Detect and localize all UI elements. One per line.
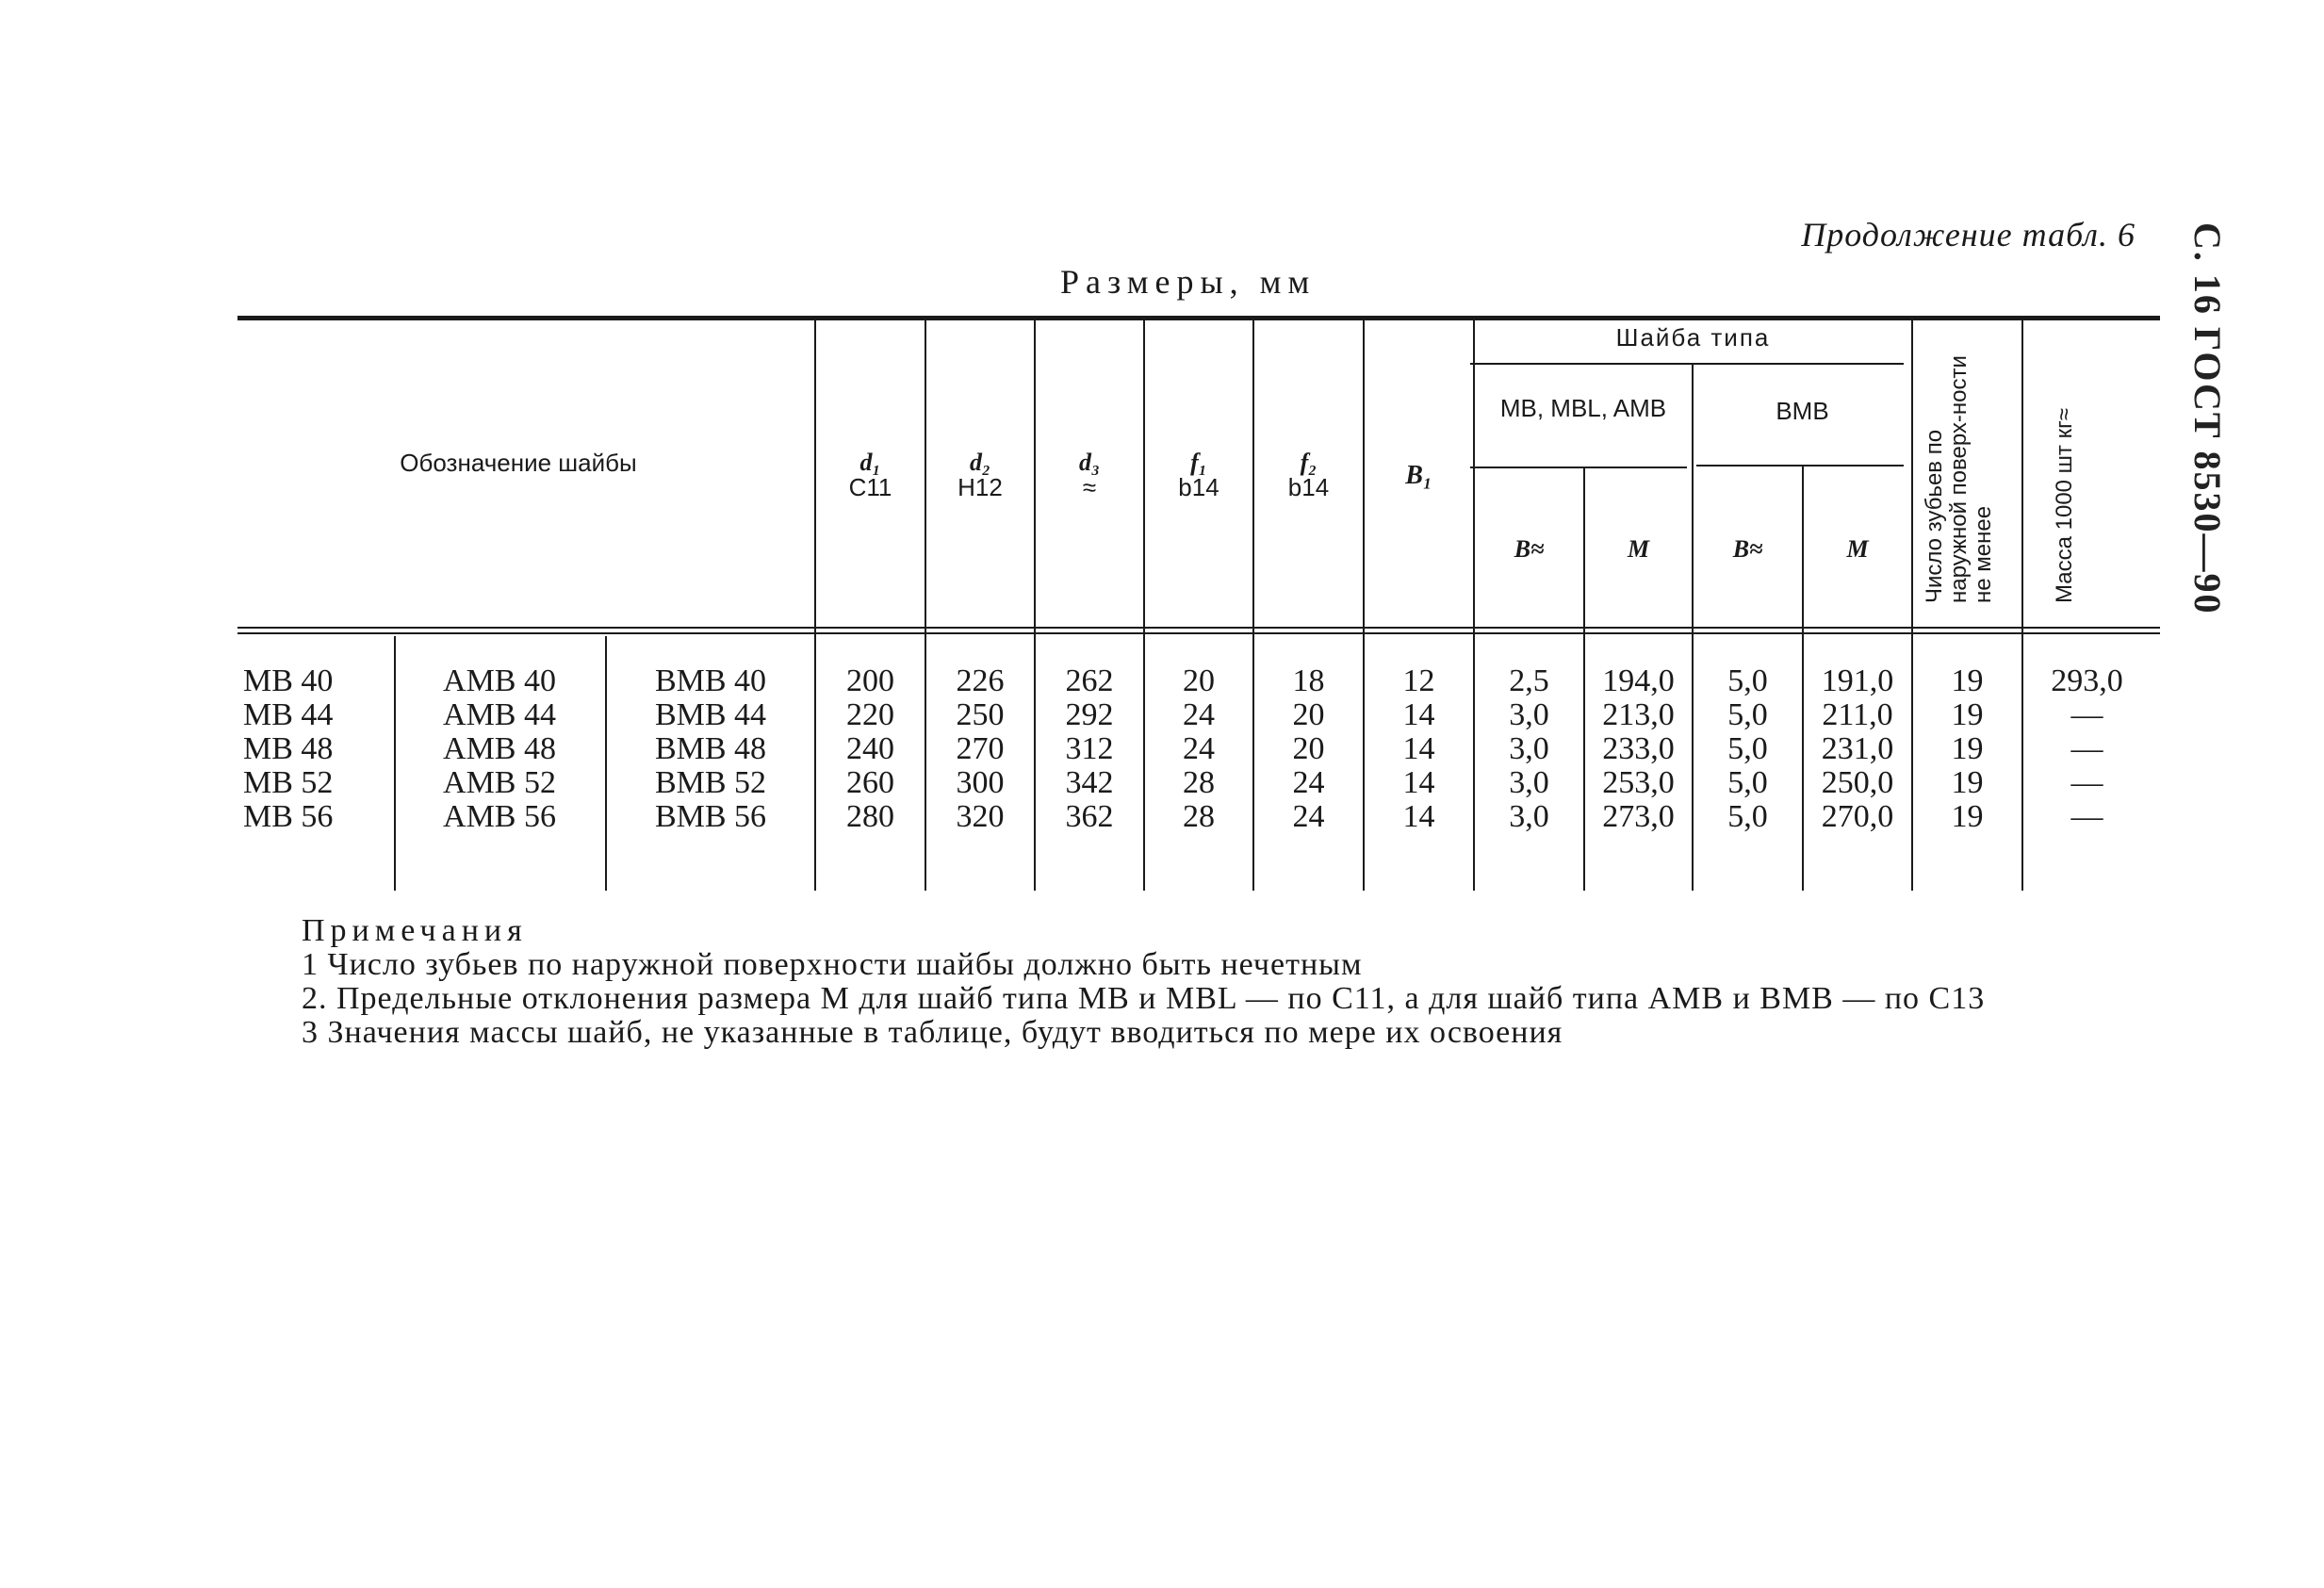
cell-d1: 260	[846, 765, 894, 800]
cell-bmb: BMB 56	[654, 799, 767, 834]
cell-m-mb: 253,0	[1602, 765, 1675, 800]
header-b-approx-bmb: B≈	[1732, 535, 1763, 563]
cell-f2: 18	[1292, 663, 1325, 698]
table-top-rule	[237, 316, 2160, 320]
cell-f2: 24	[1292, 799, 1325, 834]
cell-f1: 28	[1183, 799, 1215, 834]
cell-m-bmb: 250,0	[1821, 765, 1894, 800]
table-continuation-label: Продолжение табл. 6	[1801, 216, 2136, 254]
cell-m-mb: 273,0	[1602, 799, 1675, 834]
header-bottom-rule-2	[237, 632, 2160, 634]
cell-b-mb: 3,0	[1509, 799, 1549, 834]
cell-d2: 250	[956, 697, 1005, 732]
note-2: 2. Предельные отклонения размера M для шайб типа MB и MBL — по C11, а для шайб типа AMB и BMB — по C13	[302, 981, 1986, 1016]
cell-teeth: 19	[1951, 765, 1984, 800]
header-washer-type: Шайба типа	[1615, 323, 1771, 352]
cell-b-bmb: 5,0	[1727, 731, 1768, 766]
cell-f2: 20	[1292, 731, 1325, 766]
cell-m-bmb: 211,0	[1822, 697, 1893, 732]
cell-d3: 262	[1065, 663, 1114, 698]
cell-d1: 280	[846, 799, 894, 834]
cell-m-mb: 213,0	[1602, 697, 1675, 732]
header-designation: Обозначение шайбы	[400, 449, 637, 477]
cell-d2: 226	[956, 663, 1005, 698]
cell-amb: AMB 56	[443, 799, 556, 834]
cell-bmb: BMB 44	[654, 697, 767, 732]
cell-b-mb: 3,0	[1509, 697, 1549, 732]
cell-d3: 362	[1065, 799, 1114, 834]
cell-b1: 14	[1402, 765, 1435, 800]
cell-b1: 14	[1402, 731, 1435, 766]
cell-b-bmb: 5,0	[1727, 799, 1768, 834]
cell-mb: MB 48	[243, 731, 334, 766]
header-bottom-rule	[237, 627, 2160, 629]
cell-d2: 270	[956, 731, 1005, 766]
cell-f1: 24	[1183, 731, 1215, 766]
header-b-approx-mb: B≈	[1514, 535, 1545, 563]
cell-teeth: 19	[1951, 799, 1984, 834]
cell-teeth: 19	[1951, 697, 1984, 732]
header-f2: f₂ b14	[1287, 449, 1330, 501]
header-d2: d₂ H12	[957, 449, 1003, 501]
cell-bmb: BMB 40	[654, 663, 767, 698]
cell-d2: 320	[956, 799, 1005, 834]
running-header	[2186, 222, 2230, 712]
cell-d1: 240	[846, 731, 894, 766]
cell-m-mb: 194,0	[1602, 663, 1675, 698]
cell-f2: 20	[1292, 697, 1325, 732]
cell-mass: 293,0	[2051, 663, 2123, 698]
mb-group-rule	[1470, 467, 1687, 468]
cell-m-bmb: 270,0	[1821, 799, 1894, 834]
cell-d3: 312	[1065, 731, 1114, 766]
header-group-bmb: BMB	[1776, 397, 1829, 425]
note-3: 3 Значения массы шайб, не указанные в таблице, будут вводиться по мере их освоения	[302, 1015, 1563, 1050]
cell-teeth: 19	[1951, 663, 1984, 698]
bmb-group-rule	[1696, 465, 1904, 467]
cell-f1: 24	[1183, 697, 1215, 732]
cell-b1: 14	[1402, 697, 1435, 732]
header-mass: Масса 1000 шт кг≈	[2052, 407, 2077, 603]
cell-b1: 14	[1402, 799, 1435, 834]
cell-amb: AMB 44	[443, 697, 556, 732]
cell-b1: 12	[1402, 663, 1435, 698]
cell-m-mb: 233,0	[1602, 731, 1675, 766]
header-f1: f₁ b14	[1178, 449, 1219, 501]
header-group-mb: MB, MBL, AMB	[1499, 394, 1667, 422]
cell-d1: 200	[846, 663, 894, 698]
cell-mass: —	[2070, 731, 2103, 766]
cell-b-mb: 3,0	[1509, 765, 1549, 800]
cell-m-bmb: 191,0	[1821, 663, 1894, 698]
cell-mb: MB 52	[243, 765, 334, 800]
table-caption: Размеры, мм	[1060, 263, 1317, 301]
header-teeth: Число зубьев по наружной поверх-ности не менее	[1922, 355, 1996, 603]
cell-mb: MB 40	[243, 663, 334, 698]
cell-b-mb: 3,0	[1509, 731, 1549, 766]
cell-f2: 24	[1292, 765, 1325, 800]
cell-b-bmb: 5,0	[1727, 697, 1768, 732]
header-b1: B₁	[1405, 461, 1432, 490]
header-d1: d₁ C11	[848, 449, 892, 501]
cell-m-bmb: 231,0	[1821, 731, 1894, 766]
header-d3: d₃ ≈	[1078, 449, 1101, 501]
cell-teeth: 19	[1951, 731, 1984, 766]
notes-title: Примечания	[302, 913, 528, 948]
header-m-bmb: M	[1846, 535, 1869, 563]
cell-mass: —	[2070, 765, 2103, 800]
cell-amb: AMB 48	[443, 731, 556, 766]
cell-amb: AMB 40	[443, 663, 556, 698]
running-header-text: С. 16 ГОСТ 8530—90	[2186, 222, 2229, 615]
cell-d3: 292	[1065, 697, 1114, 732]
note-1: 1 Число зубьев по наружной поверхности шайбы должно быть нечетным	[302, 947, 1363, 982]
cell-d1: 220	[846, 697, 894, 732]
cell-d2: 300	[956, 765, 1005, 800]
cell-mass: —	[2070, 799, 2103, 834]
cell-f1: 20	[1183, 663, 1215, 698]
cell-b-bmb: 5,0	[1727, 765, 1768, 800]
header-m-mb: M	[1627, 535, 1650, 563]
cell-bmb: BMB 52	[654, 765, 767, 800]
cell-b-bmb: 5,0	[1727, 663, 1768, 698]
cell-amb: AMB 52	[443, 765, 556, 800]
cell-b-mb: 2,5	[1509, 663, 1549, 698]
cell-d3: 342	[1065, 765, 1114, 800]
washer-type-rule	[1470, 363, 1904, 365]
cell-mass: —	[2070, 697, 2103, 732]
cell-f1: 28	[1183, 765, 1215, 800]
cell-mb: MB 56	[243, 799, 334, 834]
cell-mb: MB 44	[243, 697, 334, 732]
notes	[236, 914, 2139, 1050]
cell-bmb: BMB 48	[654, 731, 767, 766]
